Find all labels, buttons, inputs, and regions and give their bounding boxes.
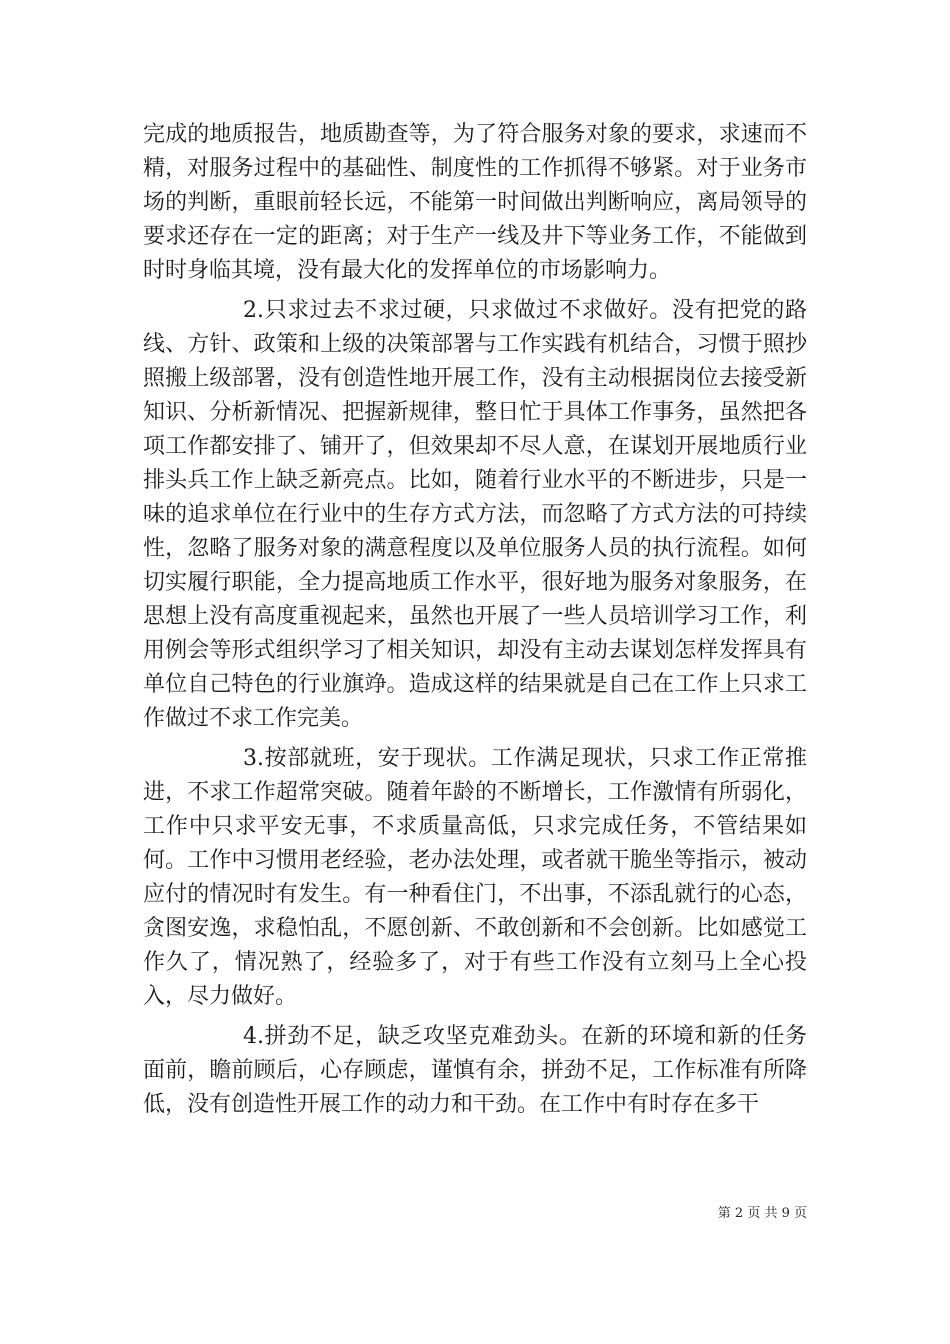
paragraph-point-4: 4.拼劲不足，缺乏攻坚克难劲头。在新的环境和新的任务面前，瞻前顾后，心存顾虑，谨慎有余，拼劲不足，工作标准有所降低，没有创造性开展工作的动力和干劲。在工作中有时存在多干	[143, 1024, 807, 1117]
body-text	[143, 118, 807, 1128]
paragraph-point-2: 2.只求过去不求过硬，只求做过不求做好。没有把党的路线、方针、政策和上级的决策部署与工作实践有机结合，习惯于照抄照搬上级部署，没有创造性地开展工作，没有主动根据岗位去接受新知识、分析新情况、把握新规律，整日忙于具体工作事务，虽然把各项工作都安排了、铺开了，但效果却不尽人意，在谋划开展地质行业排头兵工作上缺乏新亮点。比如，随着行业水平的不断进步，只是一味的追求单位在行业中的生存方式方法，而忽略了方式方法的可持续性，忽略了服务对象的满意程度以及单位服务人员的执行流程。如何切实履行职能，全力提高地质工作水平，很好地为服务对象服务，在思想上没有高度重视起来，虽然也开展了一些人员培训学习工作，利用例会等形式组织学习了相关知识，却没有主动去谋划怎样发挥具有单位自己特色的行业旗竫。造成这样的结果就是自己在工作上只求工作做过不求工作完美。	[143, 298, 807, 731]
page-number-footer: 第 2 页 共 9 页	[717, 1206, 807, 1221]
paragraph-continuation: 完成的地质报告，地质勘查等，为了符合服务对象的要求，求速而不精，对服务过程中的基础性、制度性的工作抓得不够紧。对于业务市场的判断，重眼前轻长远，不能第一时间做出判断响应，离局领导的要求还存在一定的距离；对于生产一线及井下等业务工作，不能做到时时身临其境，没有最大化的发挥单位的市场影响力。	[143, 122, 807, 283]
paragraph-point-3: 3.按部就班，安于现状。工作满足现状，只求工作正常推进，不求工作超常突破。随着年龄的不断增长，工作激情有所弱化，工作中只求平安无事，不求质量高低，只求完成任务，不管结果如何。工作中习惯用老经验，老办法处理，或者就干脆坐等指示，被动应付的情况时有发生。有一种看住门，不出事，不添乱就行的心态，贪图安逸，求稳怕乱，不愿创新、不敢创新和不会创新。比如感觉工作久了，情况熟了，经验多了，对于有些工作没有立刻马上全心投入，尽力做好。	[143, 746, 807, 1009]
